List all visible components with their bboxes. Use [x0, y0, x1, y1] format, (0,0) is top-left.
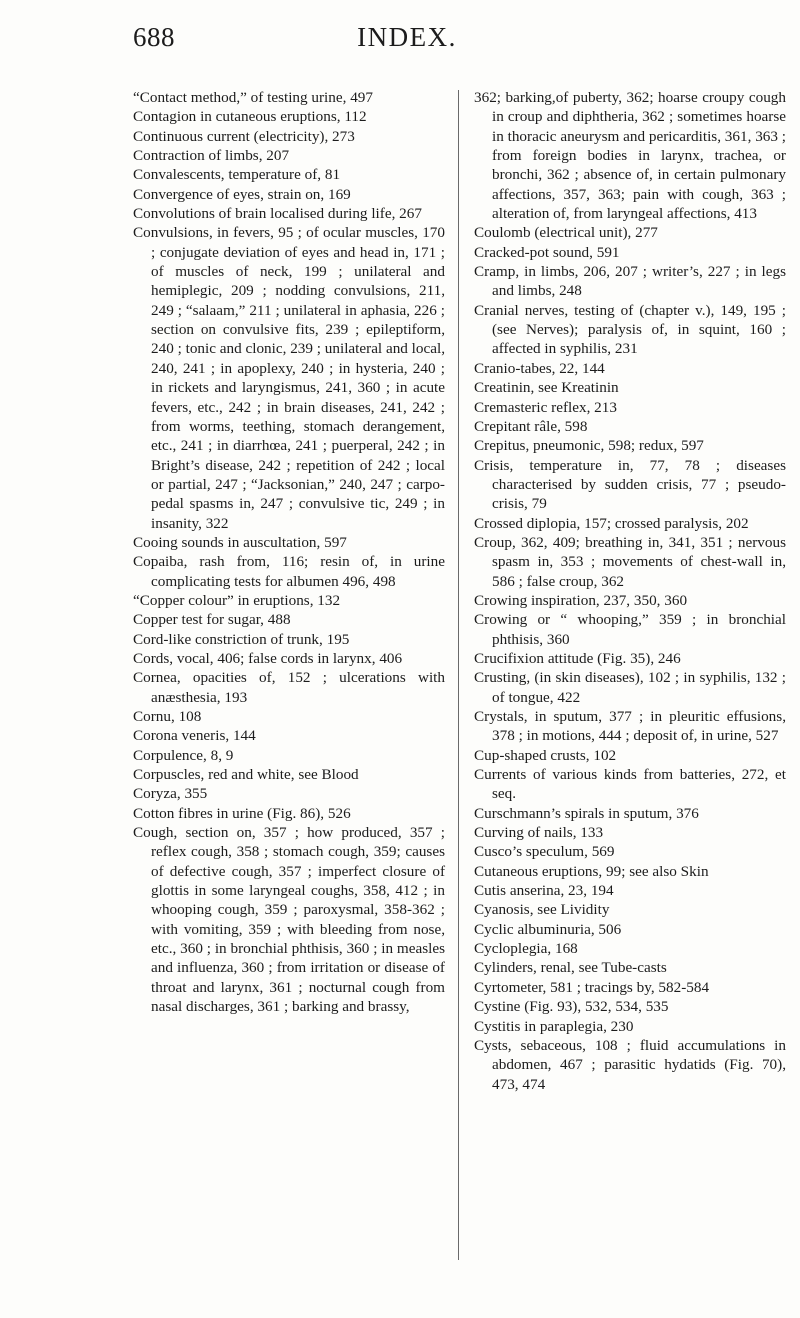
index-entry: Crusting, (in skin diseases), 102 ; in syphilis, 132 ; of tongue, 422: [474, 669, 786, 706]
index-entry: Crowing or “ whooping,” 359 ; in bronchial phthisis, 360: [474, 611, 786, 648]
index-entry: Contraction of limbs, 207: [133, 147, 290, 165]
index-entry: Coryza, 355: [133, 785, 208, 803]
index-entry: Cranial nerves, testing of (chapter v.), 149, 195 ; (see Nerves); paralysis of, in squint, 160 ; affected in syphilis, 231: [474, 301, 786, 358]
index-entry: Creatinin, see Kreatinin: [474, 379, 619, 397]
index-entry: Continuous current (electricity), 273: [133, 127, 355, 145]
index-column-right: [474, 88, 786, 1094]
index-entry: Crowing inspiration, 237, 350, 360: [474, 591, 688, 609]
index-entry: 362; barking,of puberty, 362; hoarse croupy cough in croup and diphtheria, 362 ; sometimes hoarse in thoracic aneurysm and pericarditis, 361, 363 ; from foreign bodies in larynx, trachea, or bronchi, 362 ; absence of, in certain pulmonary affections, 357, 363; pain with cough, 363 ; alteration of, from laryngeal affections, 413: [474, 89, 786, 223]
index-entry: Copper test for sugar, 488: [133, 611, 291, 629]
index-entry: Cooing sounds in auscultation, 597: [133, 533, 347, 551]
index-entry: Cysts, sebaceous, 108 ; fluid accumulations in abdomen, 467 ; parasitic hydatids (Fig. 70), 473, 474: [474, 1036, 786, 1093]
index-entry: Crossed diplopia, 157; crossed paralysis, 202: [474, 514, 749, 532]
index-entry: Curving of nails, 133: [474, 824, 604, 842]
index-entry: Convergence of eyes, strain on, 169: [133, 185, 351, 203]
index-entry: Cyclic albuminuria, 506: [474, 920, 622, 938]
running-head: INDEX.: [357, 22, 457, 52]
index-entry: Cranio-tabes, 22, 144: [474, 359, 605, 377]
index-entry: Crystals, in sputum, 377 ; in pleuritic effusions, 378 ; in motions, 444 ; deposit of, in urine, 527: [474, 708, 786, 745]
index-entry: Cup-shaped crusts, 102: [474, 746, 617, 764]
index-entry: Crepitant râle, 598: [474, 417, 588, 435]
index-entry: Corpulence, 8, 9: [133, 746, 234, 764]
index-entry: Cracked-pot sound, 591: [474, 243, 620, 261]
index-entry: Curschmann’s spirals in sputum, 376: [474, 804, 699, 822]
index-entry: Cystitis in paraplegia, 230: [474, 1017, 634, 1035]
page-number: 688: [133, 22, 175, 52]
index-entry: Cutis anserina, 23, 194: [474, 882, 614, 900]
index-entry: “Copper colour” in eruptions, 132: [133, 591, 341, 609]
column-divider: [458, 90, 459, 1260]
index-entry: Cusco’s speculum, 569: [474, 843, 615, 861]
index-entry: Cornea, opacities of, 152 ; ulcerations with anæsthesia, 193: [133, 669, 445, 706]
index-entry: Cough, section on, 357 ; how produced, 357 ; reflex cough, 358 ; stomach cough, 359; causes of defective cough, 357 ; imperfect closure of glottis in some laryngeal coughs, 358, 412 ; in whooping cough, 359 ; paroxysmal, 358-362 ; with vomiting, 359 ; with bleeding from nose, etc., 360 ; in bronchial phthisis, 360 ; in measles and influenza, 360 ; from irritation or disease of throat and larynx, 361 ; nocturnal cough from nasal discharges, 361 ; barking and brassy,: [133, 824, 445, 1016]
index-entry: Convalescents, temperature of, 81: [133, 166, 341, 184]
index-entry: Cornu, 108: [133, 708, 202, 725]
index-column-left: [133, 88, 445, 1017]
index-entry: Cyrtometer, 581 ; tracings by, 582-584: [474, 978, 710, 996]
index-entry: Crepitus, pneumonic, 598; redux, 597: [474, 437, 704, 455]
index-entry: Cords, vocal, 406; false cords in larynx, 406: [133, 649, 403, 667]
index-entry: Contagion in cutaneous eruptions, 112: [133, 108, 367, 126]
index-entry: Convolutions of brain localised during life, 267: [133, 205, 422, 223]
index-entry: Corona veneris, 144: [133, 727, 256, 745]
page-header: [133, 22, 681, 66]
index-entry: Cord-like constriction of trunk, 195: [133, 630, 350, 648]
index-entry: Cremasteric reflex, 213: [474, 398, 617, 416]
index-entry: Croup, 362, 409; breathing in, 341, 351 ; nervous spasm in, 353 ; movements of chest-wall in, 586 ; false croup, 362: [474, 533, 786, 590]
index-entry: Cystine (Fig. 93), 532, 534, 535: [474, 998, 669, 1016]
index-entry: Convulsions, in fevers, 95 ; of ocular muscles, 170 ; conjugate deviation of eyes and head in, 171 ; of muscles of neck, 199 ; unilateral and hemiplegic, 209 ; nodding convulsions, 211, 249 ; “salaam,” 211 ; unilateral in aphasia, 226 ; section on convulsive fits, 239 ; epileptiform, 240 ; tonic and clonic, 239 ; unilateral and local, 240, 241 ; in apoplexy, 240 ; in hysteria, 240 ; in rickets and laryngismus, 241, 360 ; in acute fevers, etc., 242 ; in brain diseases, 241, 242 ; from worms, teething, stomach derangement, etc., 241 ; in diarrhœa, 241 ; puerperal, 242 ; in Bright’s disease, 242 ; repetition of 242 ; local or partial, 247 ; “Jacksonian,” 240, 247 ; carpo-pedal spasms in, 247 ; convulsive tic, 249 ; in insanity, 322: [133, 224, 445, 532]
index-entry: “Contact method,” of testing urine, 497: [133, 89, 373, 106]
index-entry: Corpuscles, red and white, see Blood: [133, 766, 359, 784]
index-entry: Copaiba, rash from, 116; resin of, in urine complicating tests for albumen 496, 498: [133, 553, 445, 590]
index-entry: Cotton fibres in urine (Fig. 86), 526: [133, 804, 351, 822]
index-entry: Cyanosis, see Lividity: [474, 901, 610, 919]
index-entry: Crucifixion attitude (Fig. 35), 246: [474, 649, 681, 667]
index-entry: Cramp, in limbs, 206, 207 ; writer’s, 227 ; in legs and limbs, 248: [474, 263, 786, 300]
index-entry: Coulomb (electrical unit), 277: [474, 224, 658, 242]
index-entry: Cylinders, renal, see Tube-casts: [474, 959, 667, 977]
index-entry: Currents of various kinds from batteries, 272, et seq.: [474, 766, 786, 803]
index-entry: Cycloplegia, 168: [474, 940, 578, 958]
index-entry: Cutaneous eruptions, 99; see also Skin: [474, 862, 709, 880]
index-entry: Crisis, temperature in, 77, 78 ; diseases characterised by sudden crisis, 77 ; pseudo-crisis, 79: [474, 456, 786, 513]
